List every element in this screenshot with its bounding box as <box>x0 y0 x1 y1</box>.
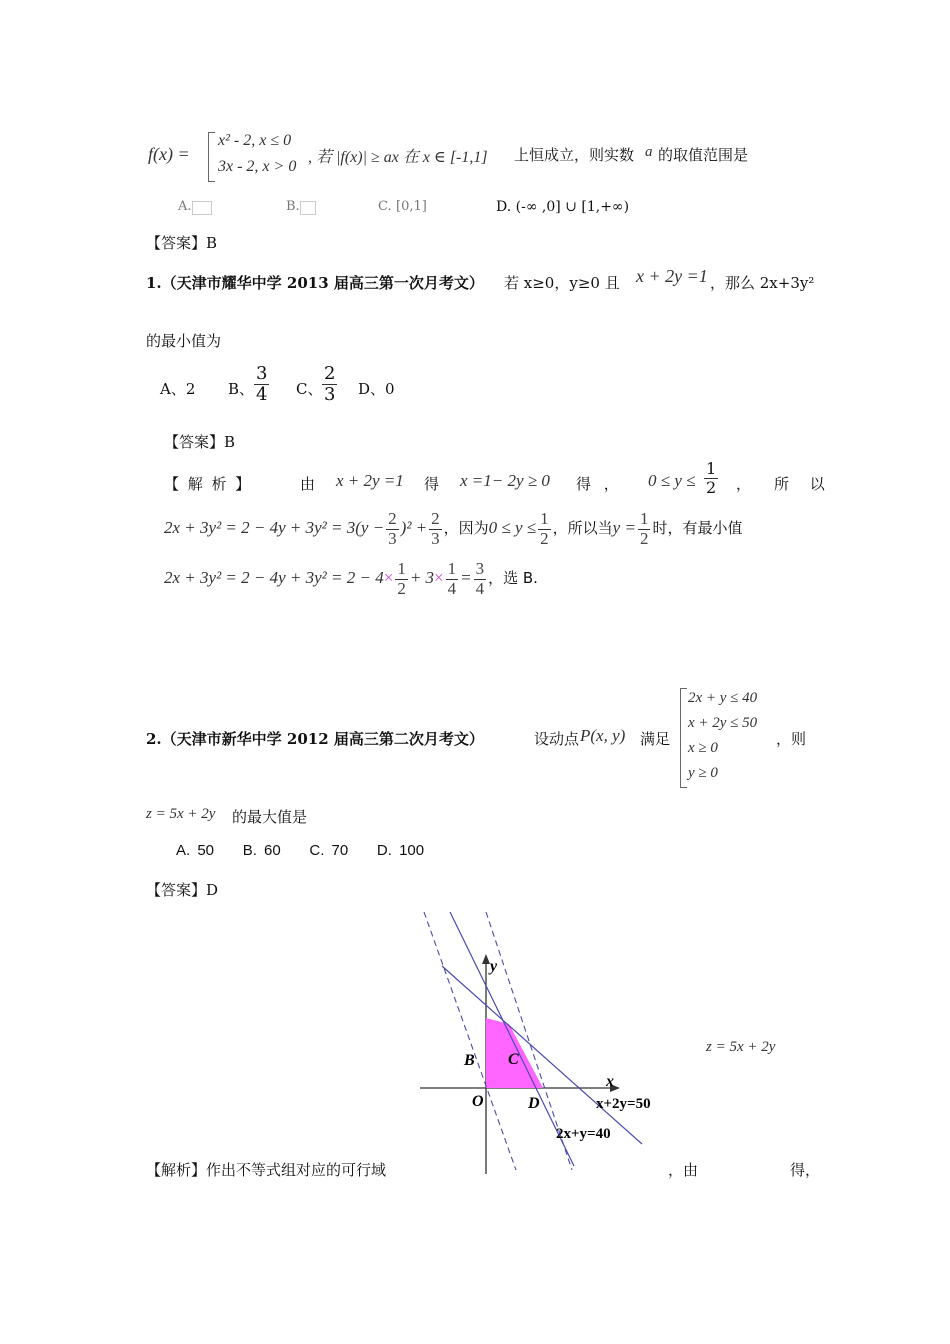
q1-solution-line2 <box>164 510 742 548</box>
q2-solution-you: ，由 <box>668 1161 699 1179</box>
q1-solution-de2: 得 ， <box>576 475 623 493</box>
q1-stem-equation: x + 2y =1 <box>636 266 708 286</box>
q1-line3-equals: = <box>460 568 472 588</box>
q1-option-c: C、 <box>296 380 323 398</box>
q1-line2-suoyidang: ，所以当 <box>552 519 613 538</box>
option-b-image-placeholder <box>300 201 316 215</box>
q1-line3-frac2-den: 4 <box>447 578 457 598</box>
q1-option-a: A、2 <box>160 380 196 398</box>
q2-system-brace <box>680 688 687 788</box>
label-y: y <box>490 958 498 975</box>
intro-option-d: D. (-∞ ,0] ∪ [1,+∞) <box>496 199 630 215</box>
a-variable: a <box>645 144 653 160</box>
q1-line2-frac2-num: 2 <box>431 509 440 528</box>
q1-line2-frac3-num: 1 <box>540 509 549 528</box>
q1-line3-expr: 2x + 3y² = 2 − 4y + 3y² = 2 − 4 <box>164 568 384 588</box>
q1-option-d: D、0 <box>358 380 395 398</box>
q1-solution-de: 得 <box>424 475 440 493</box>
q2-stem-b: 满足 <box>640 730 671 748</box>
q1-stem-line2: 的最小值为 <box>146 332 222 350</box>
piecewise-brace <box>208 132 215 182</box>
q1-option-b-num: 3 <box>256 363 268 384</box>
option-a-image-placeholder <box>192 201 212 215</box>
q1-option-b-fraction <box>252 364 271 405</box>
q1-line3-frac3-den: 4 <box>475 578 485 598</box>
q1-line2-expr: 2x + 3y² = 2 − 4y + 3y² = 3(y − <box>164 518 385 538</box>
label-c: C <box>508 1051 519 1068</box>
q2-stem-a: 设动点 <box>534 730 580 748</box>
q1-solution-comma: ， <box>736 475 752 493</box>
label-line-2xy40: 2x+y=40 <box>556 1126 611 1142</box>
y-axis-arrow <box>482 954 490 964</box>
q2-answer: 【答案】D <box>146 881 219 899</box>
q1-stem-a: 若 x≥0，y≥0 且 <box>504 274 620 292</box>
q1-line3-times-1: × <box>383 568 394 588</box>
q2-system-3: x ≥ 0 <box>688 740 718 756</box>
q2-system-2: x + 2y ≤ 50 <box>688 715 758 731</box>
intro-condition: , 若 |f(x)| ≥ ax 在 x ∈ [-1,1] <box>308 149 488 166</box>
q1-solution-head: 【 解 析 】 <box>164 475 253 493</box>
q2-solution-de: 得， <box>790 1161 821 1179</box>
label-d: D <box>528 1095 540 1112</box>
q1-line3-frac1-den: 2 <box>397 578 406 598</box>
q1-solution-half-den: 2 <box>706 477 717 497</box>
q2-title: 2.（天津市新华中学 2012 届高三第二次月考文） <box>146 730 484 748</box>
intro-tail-2: 的取值范围是 <box>658 146 749 164</box>
q1-line2-frac4-den: 2 <box>639 528 649 548</box>
q1-line2-expr-b: )² + <box>400 518 428 538</box>
q1-solution-ineq: 0 ≤ y ≤ <box>648 471 696 490</box>
q1-solution-eq1: x + 2y =1 <box>336 471 404 490</box>
q1-solution-half <box>702 460 720 496</box>
q1-option-c-num: 2 <box>324 363 336 384</box>
q1-option-b-den: 4 <box>256 383 268 405</box>
q1-answer: 【答案】B <box>164 433 236 451</box>
q1-line2-y-eq: y = <box>612 518 636 538</box>
q2-system-1: 2x + y ≤ 40 <box>688 690 758 706</box>
intro-option-a: A. <box>178 199 192 214</box>
q1-line2-min: 时，有最小值 <box>652 519 743 538</box>
intro-tail: 上恒成立，则实数 <box>514 146 635 164</box>
q1-option-c-fraction <box>320 364 339 405</box>
label-o: O <box>472 1093 484 1110</box>
q1-option-c-den: 3 <box>324 383 336 405</box>
q2-line2-b: 的最大值是 <box>232 808 308 826</box>
q1-line2-range: 0 ≤ y ≤ <box>488 518 537 538</box>
q2-options: A. 50 B. 60 C. 70 D. 100 <box>176 842 425 859</box>
q2-z-equation: z = 5x + 2y <box>706 1039 776 1055</box>
q1-title: 1.（天津市耀华中学 2013 届高三第一次月考文） <box>146 274 484 292</box>
intro-option-b: B. <box>286 199 300 214</box>
q1-line3-end: ，选 B. <box>488 569 538 588</box>
q1-solution-half-num: 1 <box>706 459 717 478</box>
q1-line2-frac3-den: 2 <box>540 528 549 548</box>
label-x: x <box>606 1073 614 1090</box>
q1-solution-you: 由 <box>300 475 316 493</box>
q2-solution-head: 【解析】作出不等式组对应的可行域 <box>146 1161 387 1179</box>
q1-line2-yinwei: ，因为 <box>443 519 489 538</box>
q1-solution-suoyi: 所 以 <box>774 475 833 493</box>
q1-line2-frac4-num: 1 <box>639 509 649 528</box>
q1-stem-b: ，那么 2x+3y² <box>710 274 815 292</box>
piecewise-case-2: 3x - 2, x > 0 <box>218 158 297 175</box>
q1-option-b: B、 <box>228 380 255 398</box>
q1-line2-frac1-num: 2 <box>388 509 397 528</box>
intro-option-c: C. <box>378 199 392 214</box>
label-b: B <box>464 1052 475 1069</box>
q2-objective: z = 5x + 2y <box>146 806 216 822</box>
label-line-x2y50: x+2y=50 <box>596 1096 651 1112</box>
q2-stem-point: P(x, y) <box>580 726 626 745</box>
q1-line3-frac3-num: 3 <box>475 559 485 578</box>
intro-answer: 【答案】B <box>146 234 218 252</box>
f-definition-lhs: f(x) = <box>148 144 190 164</box>
q1-line3-times-2: × <box>434 568 444 588</box>
q1-line3-plus3: + 3 <box>409 568 435 588</box>
q1-solution-line3 <box>164 560 538 598</box>
q1-line2-frac2-den: 3 <box>431 528 440 548</box>
q1-line3-frac2-num: 1 <box>447 559 457 578</box>
feasible-region-graph <box>410 908 670 1178</box>
q2-stem-c: ，则 <box>776 730 807 748</box>
piecewise-case-1: x² - 2, x ≤ 0 <box>218 132 292 149</box>
intro-option-c-value: [0,1] <box>396 199 427 214</box>
q1-line2-frac1-den: 3 <box>388 528 397 548</box>
q1-line3-frac1-num: 1 <box>397 559 406 578</box>
q1-solution-eq2: x =1− 2y ≥ 0 <box>460 471 550 490</box>
q2-system-4: y ≥ 0 <box>688 765 718 781</box>
